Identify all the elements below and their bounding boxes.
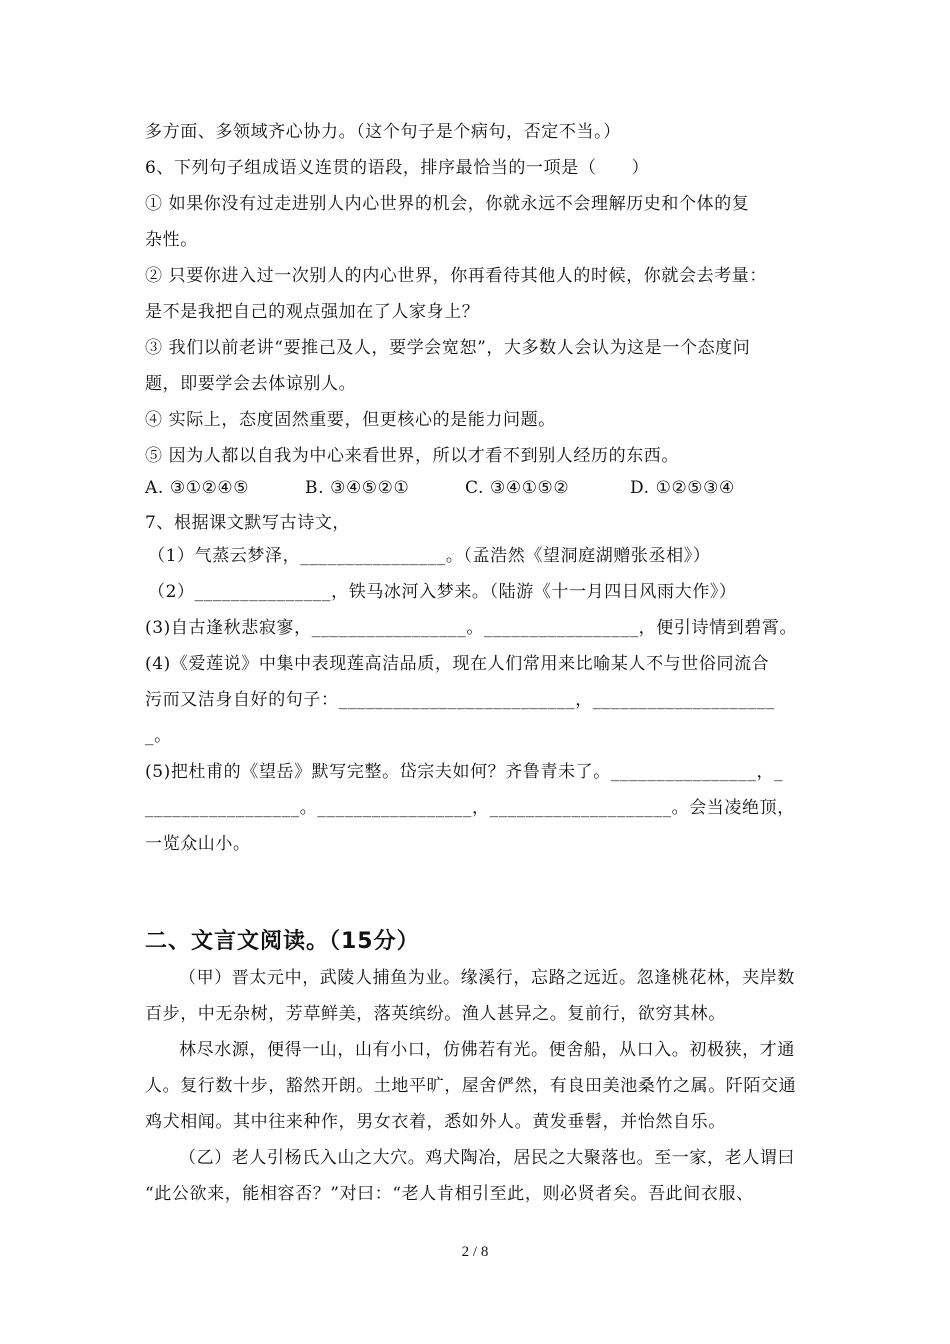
text-line: 一览众山小。 xyxy=(145,834,251,854)
text-line: _________________。_________________，____________________。会当凌绝顶， xyxy=(145,798,795,818)
question-6-options xyxy=(145,477,735,499)
text-line: 杂性。 xyxy=(145,230,198,250)
text-line: ③ 我们以前老讲“要推己及人，要学会宽恕”，大多数人会认为这是一个态度问 xyxy=(145,338,751,358)
question-6-stem: 6、下列句子组成语义连贯的语段，排序最恰当的一项是（ ） xyxy=(145,158,650,178)
passage-line: 百步，中无杂树，芳草鲜美，落英缤纷。渔人甚异之。复前行，欲穷其林。 xyxy=(145,1004,726,1024)
text-line: 题，即要学会去体谅别人。 xyxy=(145,374,357,394)
text-line: 污而又洁身自好的句子：__________________________，____________________ xyxy=(145,690,775,710)
question-7-item-3: (3)自古逢秋悲寂寥，_________________。_________________，便引诗情到碧霄。 xyxy=(145,618,798,638)
text-line: ⑤ 因为人都以自我为中心来看世界，所以才看不到别人经历的东西。 xyxy=(145,446,680,466)
option-b: B. ③④⑤②① xyxy=(305,478,410,498)
passage-line: 鸡犬相闻。其中往来种作，男女衣着，悉如外人。黄发垂髫，并怡然自乐。 xyxy=(145,1112,726,1132)
passage-line: “此公欲来，能相容否？”对曰：“老人肯相引至此，则必贤者矣。吾此间衣服、 xyxy=(145,1184,754,1204)
option-a: A. ③①②④⑤ xyxy=(145,478,250,498)
page-number: 2 / 8 xyxy=(461,1244,489,1260)
option-d: D. ①②⑤③④ xyxy=(630,478,735,498)
question-7-stem: 7、根据课文默写古诗文， xyxy=(145,513,351,533)
section-heading: 二、文言文阅读。（15分） xyxy=(145,929,420,954)
text-line: _。 xyxy=(145,726,172,746)
text-line: ④ 实际上，态度固然重要，但更核心的是能力问题。 xyxy=(145,410,556,430)
question-7-item-1: （1）气蒸云梦泽，________________。（孟浩然《望洞庭湖赠张丞相》） xyxy=(148,546,711,566)
question-7-item-5: (5)把杜甫的《望岳》默写完整。岱宗夫如何？齐鲁青未了。________________，_ xyxy=(145,762,784,782)
passage-paragraph: 林尽水源，便得一山，山有小口，仿佛若有光。便舍船，从口入。初极狭，才通 xyxy=(179,1040,795,1060)
question-7-item-4: (4)《爱莲说》中集中表现莲高洁品质，现在人们常用来比喻某人不与世俗同流合 xyxy=(145,654,770,674)
text-line: 多方面、多领域齐心协力。（这个句子是个病句，否定不当。） xyxy=(145,122,621,142)
passage-paragraph: （乙）老人引杨氏入山之大穴。鸡犬陶冶，居民之大聚落也。至一家，老人谓曰 xyxy=(179,1148,795,1168)
question-7-item-2: （2）_______________，铁马冰河入梦来。（陆游《十一月四日风雨大作》） xyxy=(148,582,737,602)
text-line: ① 如果你没有过走进别人内心世界的机会，你就永远不会理解历史和个体的复 xyxy=(145,194,750,214)
passage-paragraph: （甲）晋太元中，武陵人捕鱼为业。缘溪行，忘路之远近。忽逢桃花林，夹岸数 xyxy=(179,968,795,988)
text-line: ② 只要你进入过一次别人的内心世界，你再看待其他人的时候，你就会去考量： xyxy=(145,266,768,286)
text-line: 是不是我把自己的观点强加在了人家身上？ xyxy=(145,302,480,322)
option-c: C. ③④①⑤② xyxy=(465,478,570,498)
passage-line: 人。复行数十步，豁然开朗。土地平旷，屋舍俨然，有良田美池桑竹之属。阡陌交通 xyxy=(145,1076,797,1096)
